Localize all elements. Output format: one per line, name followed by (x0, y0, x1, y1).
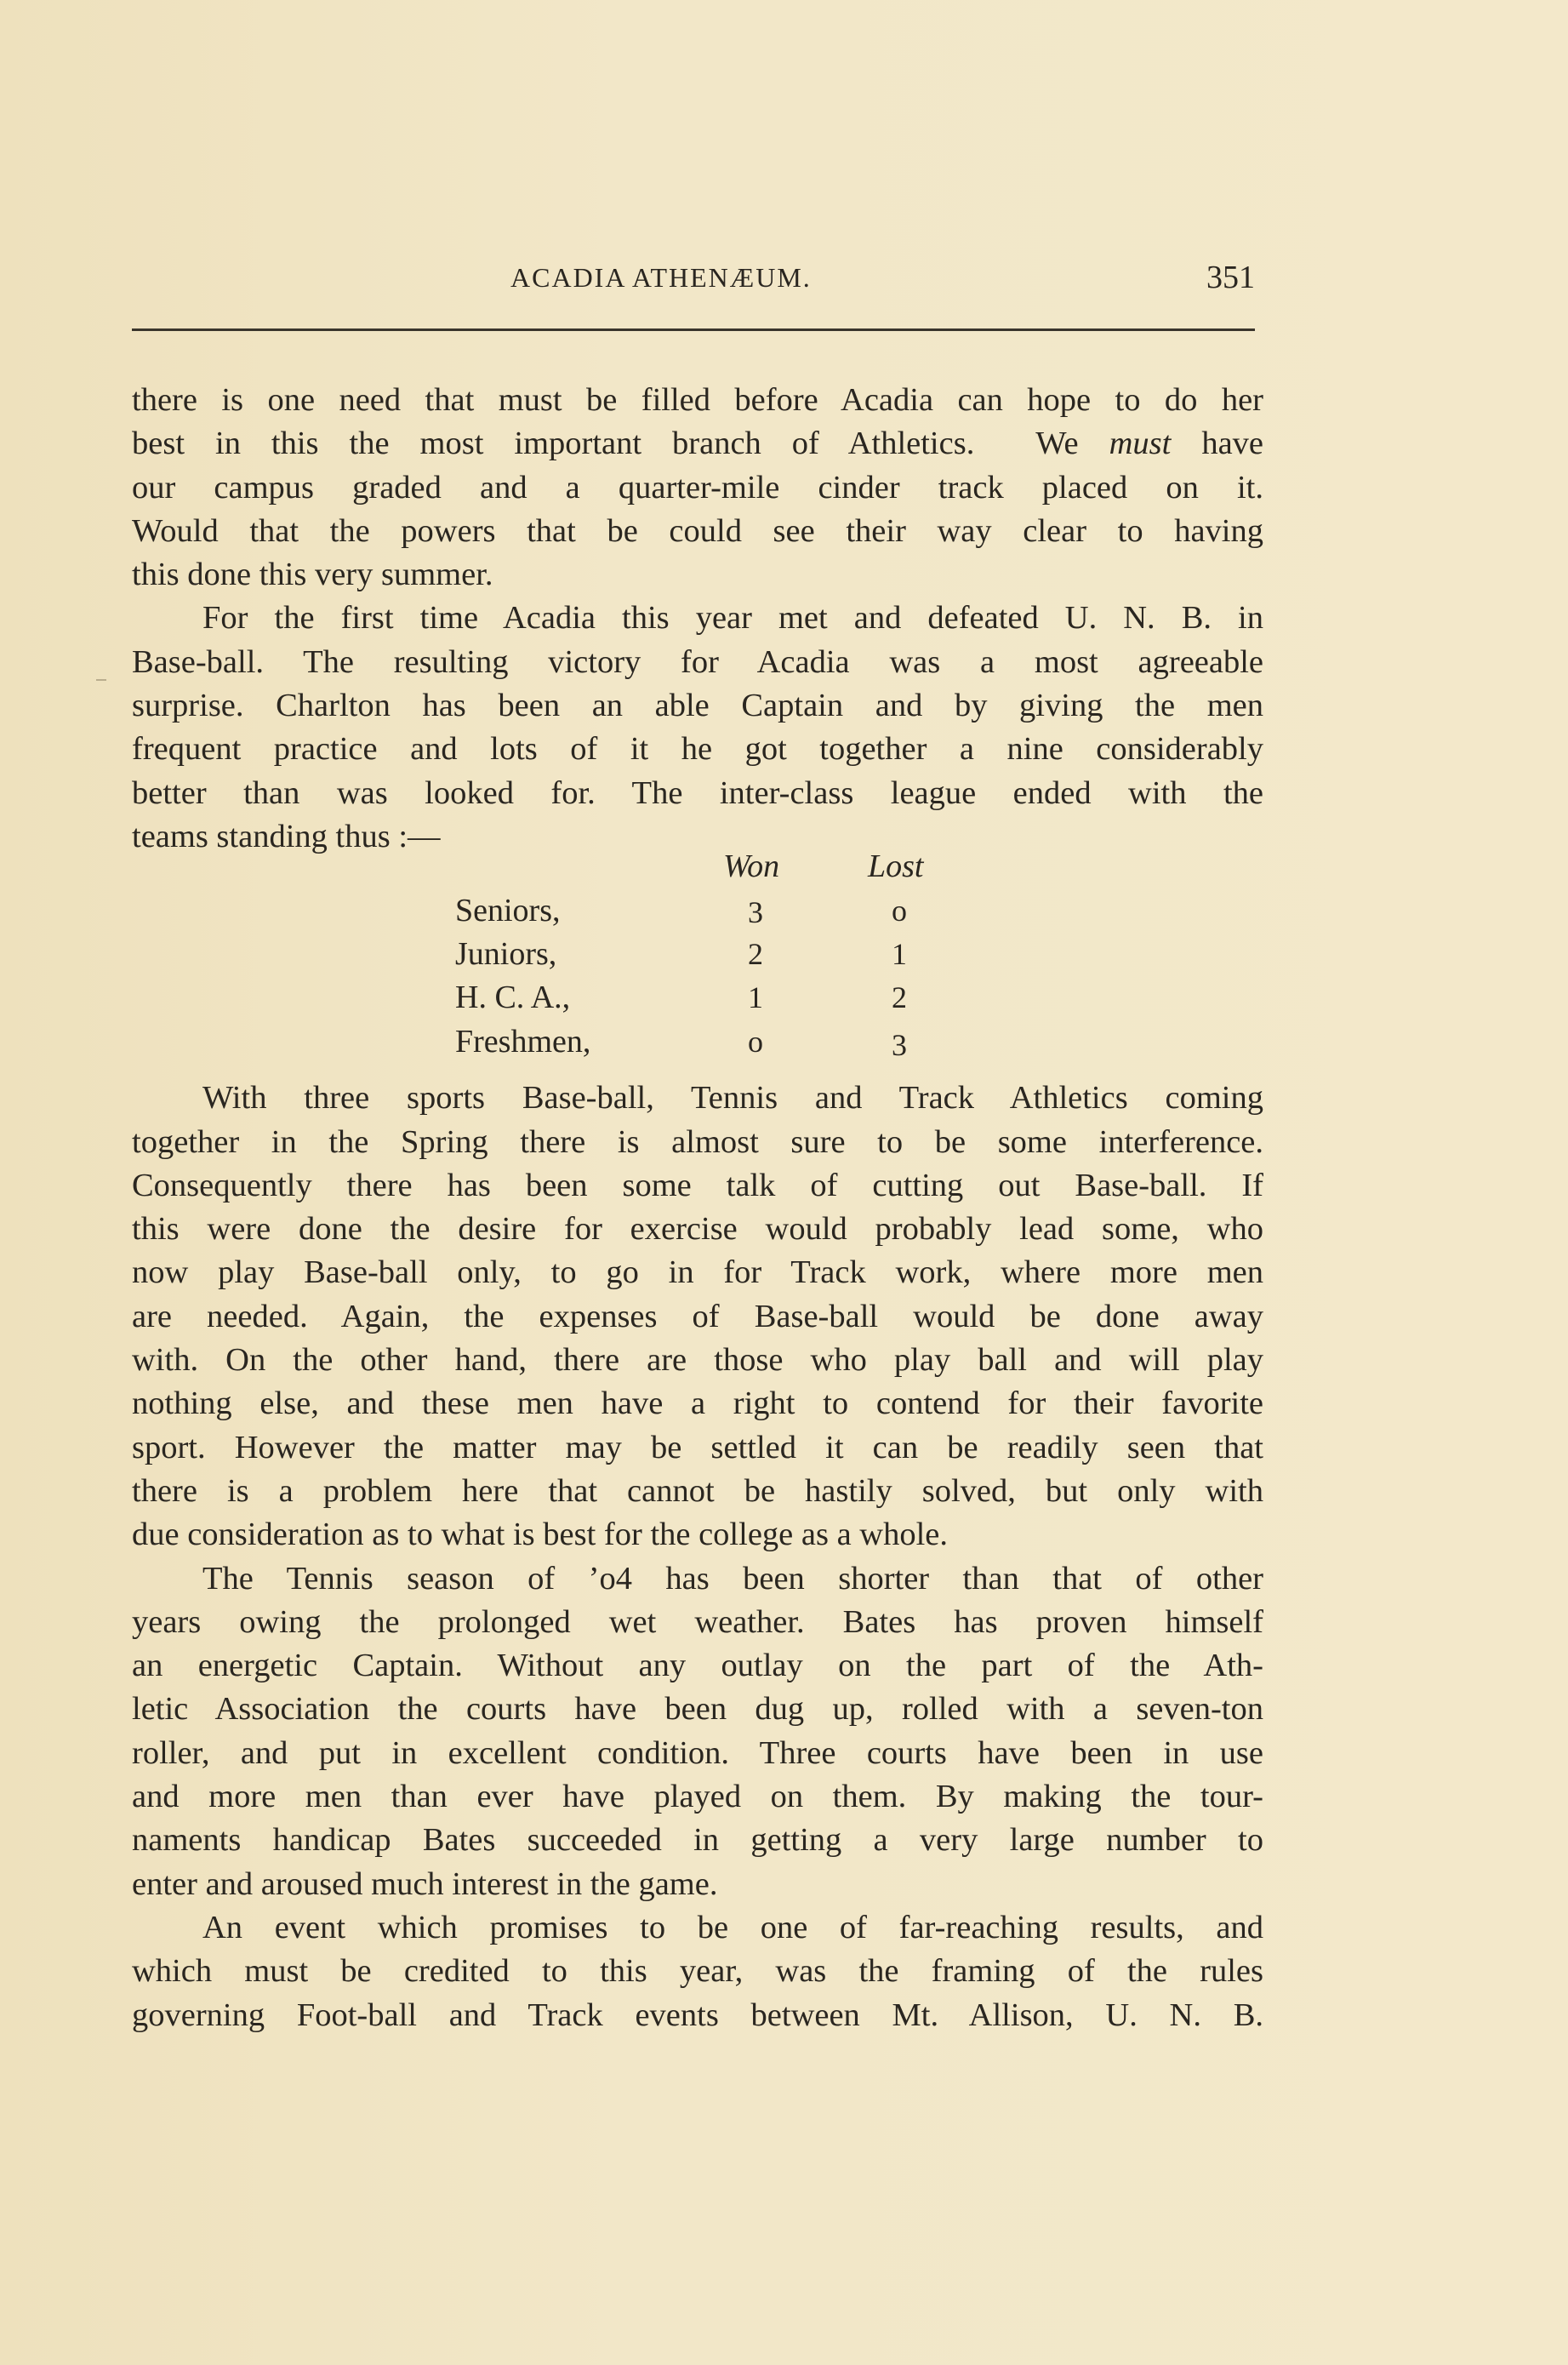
text-line: this were done the desire for exercise would probably lead some, who (132, 1211, 1263, 1248)
lost-value: o (892, 894, 907, 928)
team-name: Seniors, (455, 893, 561, 929)
text-span: best in this the most important branch of Athletics. (132, 426, 975, 462)
text-span: We (1035, 426, 1079, 462)
text-line: an energetic Captain. Without any outlay on the part of the Ath- (132, 1648, 1263, 1684)
text-line: which must be credited to this year, was the framing of the rules (132, 1953, 1263, 1990)
text-line: with. On the other hand, there are those who play ball and will play (132, 1342, 1263, 1379)
margin-mark (96, 679, 106, 681)
text-line: there is one need that must be filled before Acadia can hope to do her (132, 382, 1263, 418)
won-value: o (748, 1025, 763, 1060)
text-line: naments handicap Bates succeeded in getting a very large number to (132, 1822, 1263, 1859)
team-name: Juniors, (455, 936, 557, 973)
text-line: better than was looked for. The inter-class league ended with the (132, 774, 1263, 811)
won-value: 3 (748, 895, 763, 930)
text-line: there is a problem here that cannot be hastily solved, but only with (132, 1472, 1263, 1509)
lost-value: 3 (892, 1028, 907, 1063)
text-line: teams standing thus :— (132, 818, 441, 854)
text-line: together in the Spring there is almost sure to be some interference. (132, 1123, 1263, 1160)
text-line: our campus graded and a quarter-mile cinder track placed on it. (132, 469, 1263, 506)
text-line: this done this very summer. (132, 557, 493, 593)
standings-table (132, 848, 1263, 1077)
text-line: enter and aroused much interest in the game. (132, 1865, 718, 1902)
text-span: have (1201, 426, 1264, 462)
text-line: An event which promises to be one of far-reaching results, and (202, 1909, 1263, 1945)
text-line: nothing else, and these men have a right to contend for their favorite (132, 1385, 1263, 1422)
team-name: H. C. A., (455, 980, 571, 1016)
text-line: surprise. Charlton has been an able Captain and by giving the men (132, 688, 1263, 724)
text-line: and more men than ever have played on them. By making the tour- (132, 1779, 1263, 1815)
text-line: Consequently there has been some talk of cutting out Base-ball. If (132, 1167, 1263, 1203)
text-line: due consideration as to what is best for the college as a whole. (132, 1517, 949, 1553)
lost-value: 1 (892, 937, 907, 972)
page-number: 351 (1206, 260, 1255, 295)
text-line: sport. However the matter may be settled it can be readily seen that (132, 1429, 1263, 1465)
text-line: years owing the prolonged wet weather. Bates has proven himself (132, 1603, 1263, 1640)
text-line: frequent practice and lots of it he got together a nine considerably (132, 731, 1263, 768)
team-name: Freshmen, (455, 1024, 591, 1060)
text-line: With three sports Base-ball, Tennis and Track Athletics coming (202, 1080, 1263, 1117)
column-header-won: Won (723, 848, 780, 885)
text-line: For the first time Acadia this year met and defeated U. N. B. in (202, 600, 1263, 637)
text-line (132, 422, 1263, 466)
text-line: The Tennis season of ’o4 has been shorter than that of other (202, 1560, 1263, 1597)
emphasis-must: must (1109, 426, 1172, 462)
text-line: Base-ball. The resulting victory for Acadia was a most agreeable (132, 643, 1263, 680)
page-header (132, 262, 1255, 305)
paragraph-3 (132, 1077, 1263, 1557)
column-header-lost: Lost (868, 848, 924, 885)
text-line: governing Foot-ball and Track events between Mt. Allison, U. N. B. (132, 1997, 1263, 2033)
lost-value: 2 (892, 980, 907, 1015)
won-value: 1 (748, 980, 763, 1015)
text-line: Would that the powers that be could see their way clear to having (132, 512, 1263, 549)
won-value: 2 (748, 937, 763, 972)
text-line: are needed. Again, the expenses of Base-ball would be done away (132, 1298, 1263, 1334)
text-line: letic Association the courts have been dug up, rolled with a seven-ton (132, 1691, 1263, 1728)
text-line: roller, and put in excellent condition. Three courts have been in use (132, 1734, 1263, 1771)
paragraph-1 (132, 379, 1263, 597)
body-text (132, 379, 1263, 2037)
header-rule (132, 328, 1255, 331)
running-title: ACADIA ATHENÆUM. (510, 262, 812, 293)
text-line: now play Base-ball only, to go in for Track work, where more men (132, 1254, 1263, 1291)
paragraph-2 (132, 597, 1263, 859)
paragraph-5 (132, 1906, 1263, 2037)
paragraph-4 (132, 1557, 1263, 1906)
